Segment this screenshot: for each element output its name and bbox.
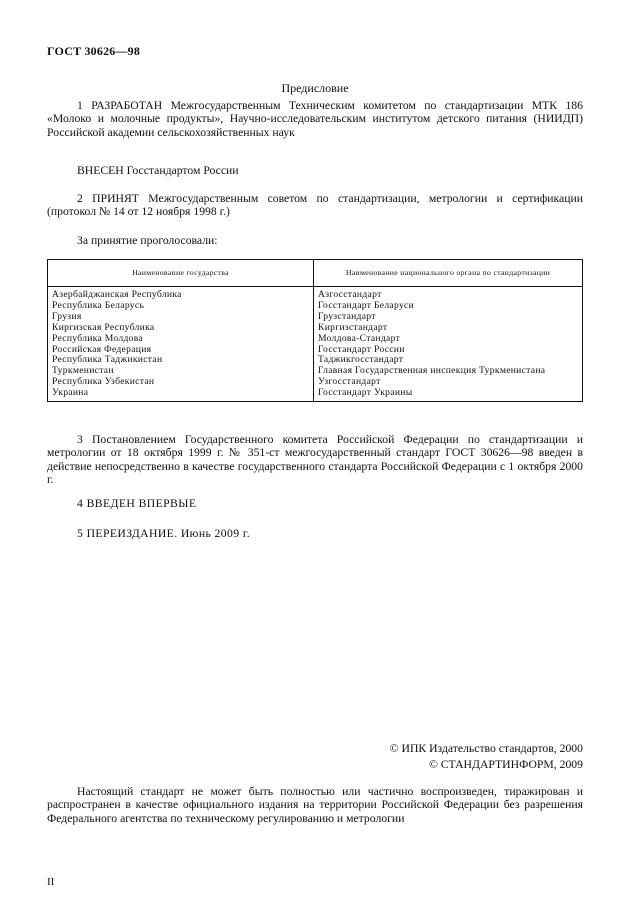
table-cell-authority: Госстандарт Беларуси <box>318 299 415 311</box>
table-column-divider <box>313 260 314 401</box>
section-1-developed: 1 РАЗРАБОТАН Межгосударственным Техническим комитетом по стандартизации МТК 186 «Молоко и молочные продукты», Научно-исследовательским институтом детского питания (НИИДП) Российской академии сельскохозяйственных наук <box>47 99 583 139</box>
table-cell-authority: Азгосстандарт <box>318 289 382 300</box>
vote-intro: За принятие проголосовали: <box>77 234 218 247</box>
section-4-first-introduced: 4 ВВЕДЕН ВПЕРВЫЕ <box>77 497 197 510</box>
table-column-authorities <box>318 290 545 399</box>
page-title: Предисловие <box>281 81 349 95</box>
section-1-submitted: ВНЕСЕН Госстандартом России <box>77 164 239 177</box>
table-cell-authority: Узгосстандарт <box>318 376 381 388</box>
table-cell-authority: Таджикгосстандарт <box>318 354 404 366</box>
table-cell-authority: Госстандарт Украины <box>318 387 413 399</box>
section-3-resolution: 3 Постановлением Государственного комитета Российской Федерации по стандартизации и метрологии от 18 октября 1999 г. № 351-ст межгосударственный стандарт ГОСТ 30626—98 введен в действие непосредственно в качестве государственного стандарта Российской Федерации с 1 октября 2000 г. <box>47 433 583 487</box>
section-5-reissue: 5 ПЕРЕИЗДАНИЕ. Июнь 2009 г. <box>77 527 251 540</box>
table-header-state: Наименование государства <box>132 268 229 277</box>
document-code: ГОСТ 30626—98 <box>47 44 141 58</box>
page-number: II <box>47 876 55 888</box>
table-header-row <box>48 260 582 287</box>
table-cell-state: Киргизская Республика <box>52 321 155 333</box>
table-cell-state: Республика Молдова <box>52 332 143 344</box>
table-cell-state: Украина <box>52 387 89 399</box>
table-cell-state: Республика Таджикистан <box>52 354 163 366</box>
table-cell-state: Туркменистан <box>52 365 114 377</box>
table-column-states <box>52 290 182 399</box>
table-cell-authority: Грузстандарт <box>318 310 376 322</box>
table-cell-authority: Молдова-Стандарт <box>318 332 401 344</box>
table-cell-authority: Главная Государственная инспекция Туркменистана <box>318 365 546 377</box>
table-cell-authority: Киргизстандарт <box>318 321 388 333</box>
copyright-standartinform: © СТАНДАРТИНФОРМ, 2009 <box>428 758 583 771</box>
table-cell-state: Грузия <box>52 310 82 322</box>
copyright-publisher: © ИПК Издательство стандартов, 2000 <box>389 742 583 755</box>
table-cell-state: Республика Беларусь <box>52 299 145 311</box>
table-cell-state: Азербайджанская Республика <box>52 289 182 300</box>
section-2-adopted: 2 ПРИНЯТ Межгосударственным советом по стандартизации, метрологии и сертификации (протокол № 14 от 12 ноября 1998 г.) <box>47 192 583 219</box>
table-cell-state: Российская Федерация <box>52 343 152 355</box>
reproduction-notice: Настоящий стандарт не может быть полностью или частично воспроизведен, тиражирован и распространен в качестве официального издания на территории Российской Федерации без разрешения Федерального агентства по техническому регулированию и метрологии <box>47 785 583 825</box>
table-cell-authority: Госстандарт России <box>318 343 405 355</box>
table-header-authority: Наименование национального органа по стандартизации <box>345 268 551 277</box>
voting-table <box>47 259 583 402</box>
table-cell-state: Республика Узбекистан <box>52 376 155 388</box>
